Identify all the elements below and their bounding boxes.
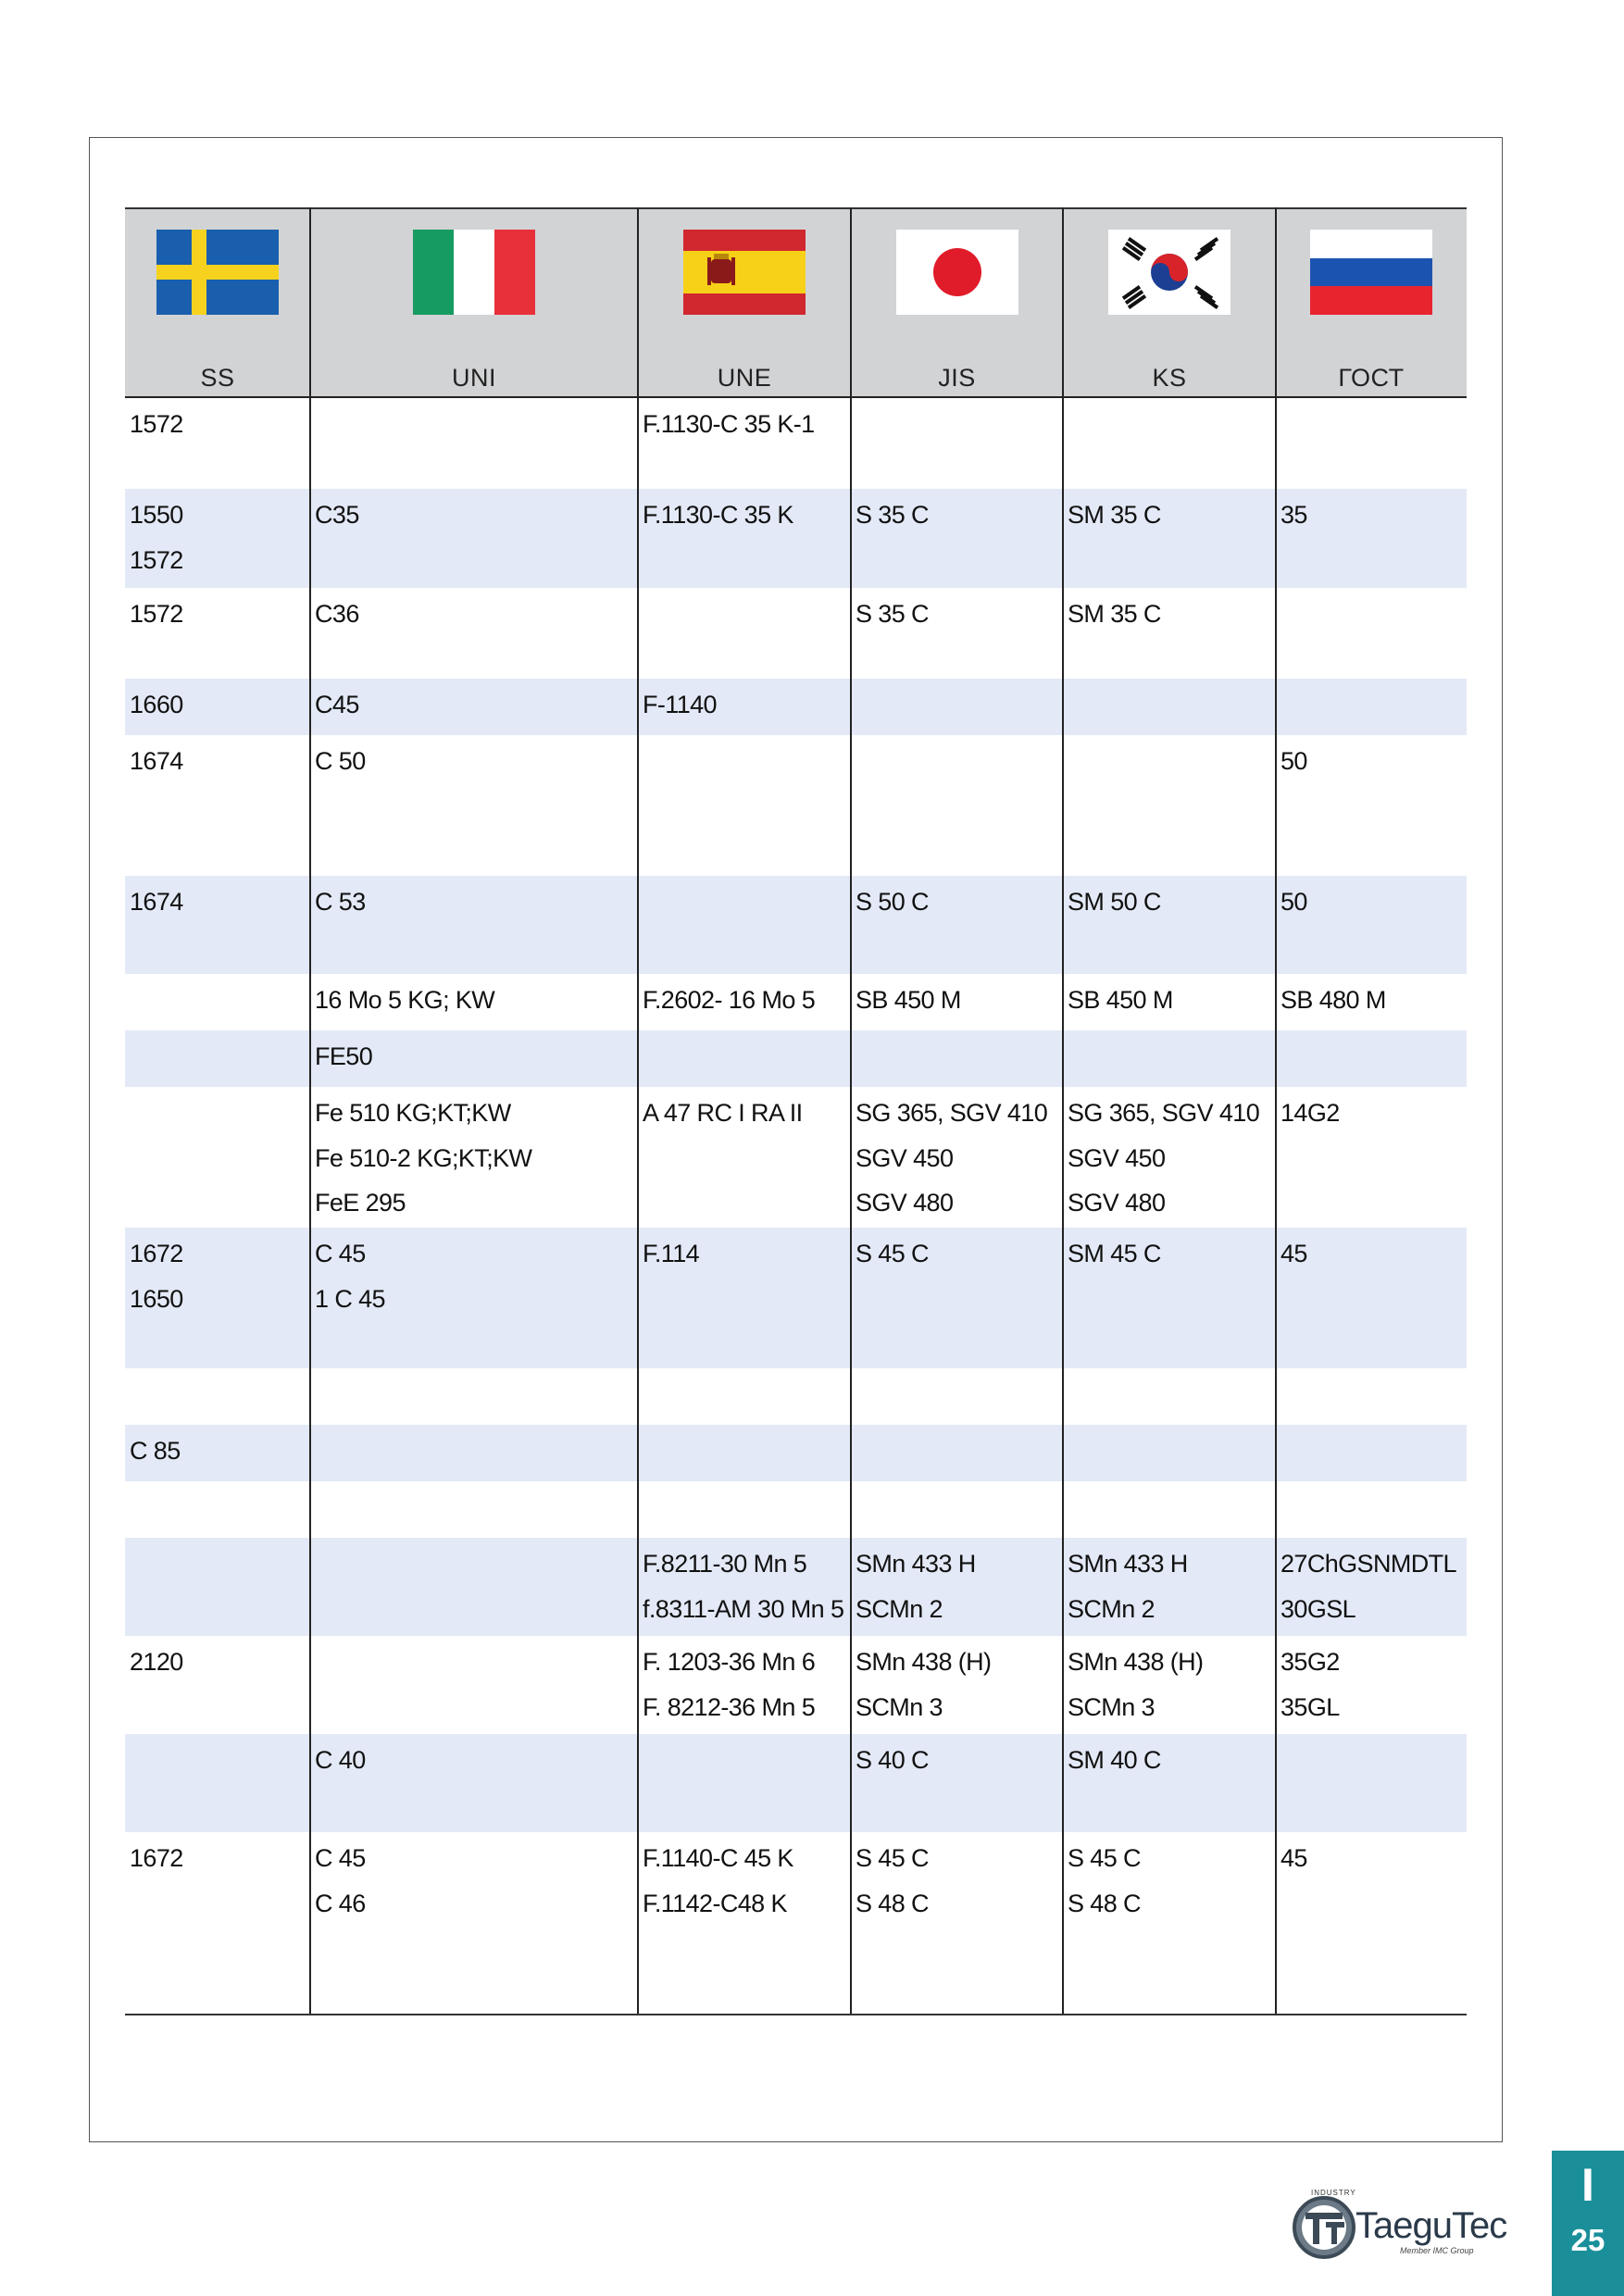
cell-jis <box>851 1636 1063 1734</box>
sweden-flag-icon <box>156 230 279 315</box>
cell-une <box>638 1228 851 1368</box>
cell-ss <box>125 1368 310 1425</box>
section-tab <box>1552 2151 1624 2296</box>
cell-line: F.1142-C48 K <box>643 1889 787 1917</box>
cell-ks <box>1063 876 1276 974</box>
cell-гост <box>1276 974 1467 1030</box>
cell-ss <box>125 1425 310 1481</box>
cell-une <box>638 1636 851 1734</box>
cell-uni <box>310 1425 638 1481</box>
cell-line: SB 480 M <box>1280 986 1386 1014</box>
cell-гост <box>1276 1734 1467 1832</box>
cell-uni <box>310 1538 638 1636</box>
cell-line: A 47 RC I RA II <box>643 1099 803 1127</box>
cell-line: S 35 C <box>856 600 929 628</box>
cell-line: 1674 <box>130 888 183 916</box>
cell-line: FeE 295 <box>315 1189 406 1217</box>
cell-гост <box>1276 1636 1467 1734</box>
cell-line: C 53 <box>315 888 366 916</box>
korea-flag-icon <box>1108 230 1230 315</box>
table-row <box>125 588 1467 679</box>
cell-line: 1572 <box>130 600 183 628</box>
cell-line: 1674 <box>130 747 183 775</box>
cell-line: SMn 438 (H) <box>1068 1648 1204 1676</box>
cell-line: 1572 <box>130 545 183 574</box>
cell-jis <box>851 1734 1063 1832</box>
standard-code: UNI <box>452 364 496 392</box>
taegutec-emblem-icon <box>1291 2194 1357 2261</box>
cell-line: C 45 <box>315 1844 366 1872</box>
cell-line: 45 <box>1280 1240 1307 1267</box>
cell-line: C 46 <box>315 1889 366 1917</box>
cell-ks <box>1063 1636 1276 1734</box>
cell-line: SMn 433 H <box>856 1550 976 1578</box>
standard-code: JIS <box>938 364 976 392</box>
japan-flag-icon <box>896 230 1018 315</box>
cell-line: SM 35 C <box>1068 600 1161 628</box>
cell-jis <box>851 1030 1063 1087</box>
cell-line: C 85 <box>130 1437 181 1465</box>
cell-uni <box>310 1636 638 1734</box>
cell-line: 35G2 <box>1280 1648 1340 1676</box>
header-ks <box>1063 209 1276 398</box>
table-row <box>125 1832 1467 2014</box>
cell-une <box>638 876 851 974</box>
cell-jis <box>851 1228 1063 1368</box>
cell-une <box>638 489 851 588</box>
cell-line: 1660 <box>130 691 183 718</box>
cell-гост <box>1276 1087 1467 1228</box>
table-row <box>125 1030 1467 1087</box>
cell-uni <box>310 1228 638 1368</box>
cell-line: f.8311-AM 30 Mn 5 <box>643 1594 844 1623</box>
cell-line: F.1130-C 35 K <box>643 501 793 529</box>
table-row <box>125 1425 1467 1481</box>
cell-line: SB 450 M <box>856 986 961 1014</box>
cell-uni <box>310 1832 638 2014</box>
cell-line: 1 C 45 <box>315 1284 385 1313</box>
cell-une <box>638 679 851 735</box>
header-une <box>638 209 851 398</box>
cell-ks <box>1063 1832 1276 2014</box>
cell-гост <box>1276 588 1467 679</box>
column-divider <box>1062 207 1064 2014</box>
cell-line: 50 <box>1280 747 1307 775</box>
cell-ss <box>125 1636 310 1734</box>
cell-line: 1550 <box>130 501 183 529</box>
cell-line: SCMn 3 <box>856 1692 943 1721</box>
cell-une <box>638 1734 851 1832</box>
cell-line: SG 365, SGV 410 <box>1068 1099 1260 1127</box>
cell-ks <box>1063 1368 1276 1425</box>
cell-jis <box>851 1425 1063 1481</box>
cell-une <box>638 398 851 489</box>
cell-line: SCMn 3 <box>1068 1692 1155 1721</box>
cell-line: SMn 433 H <box>1068 1550 1188 1578</box>
cell-ks <box>1063 1087 1276 1228</box>
cell-line: 16 Mo 5 KG; KW <box>315 986 495 1014</box>
header-ss <box>125 209 310 398</box>
cell-line: SGV 480 <box>856 1189 954 1217</box>
cell-une <box>638 1425 851 1481</box>
cell-line: SB 450 M <box>1068 986 1173 1014</box>
cell-uni <box>310 679 638 735</box>
cell-jis <box>851 1087 1063 1228</box>
cell-line: SGV 450 <box>856 1143 954 1172</box>
cell-line: S 45 C <box>856 1844 929 1872</box>
cell-jis <box>851 1368 1063 1425</box>
cell-ks <box>1063 1425 1276 1481</box>
cell-line: FE50 <box>315 1042 373 1070</box>
cell-uni <box>310 1481 638 1538</box>
cell-ss <box>125 1538 310 1636</box>
table-row <box>125 876 1467 974</box>
cell-jis <box>851 588 1063 679</box>
cell-uni <box>310 489 638 588</box>
cell-line: SM 35 C <box>1068 501 1161 529</box>
cell-line: 2120 <box>130 1648 183 1676</box>
cell-ss <box>125 1030 310 1087</box>
cell-line: SM 40 C <box>1068 1746 1161 1774</box>
cell-uni <box>310 974 638 1030</box>
cell-гост <box>1276 876 1467 974</box>
cell-line: S 40 C <box>856 1746 929 1774</box>
cell-ks <box>1063 1228 1276 1368</box>
column-divider <box>850 207 852 2014</box>
cell-ks <box>1063 1538 1276 1636</box>
cell-une <box>638 1481 851 1538</box>
cell-line: S 45 C <box>856 1240 929 1267</box>
header-гост <box>1276 209 1467 398</box>
cell-line: 35GL <box>1280 1692 1340 1721</box>
cell-uni <box>310 398 638 489</box>
cell-une <box>638 588 851 679</box>
cell-line: SGV 480 <box>1068 1189 1166 1217</box>
cell-ks <box>1063 679 1276 735</box>
column-divider <box>309 207 311 2014</box>
cell-line: F. 1203-36 Mn 6 <box>643 1648 816 1676</box>
cell-гост <box>1276 489 1467 588</box>
table-row <box>125 1538 1467 1636</box>
header-jis <box>851 209 1063 398</box>
cell-line: F.1130-C 35 K-1 <box>643 410 815 438</box>
cell-line: F.2602- 16 Mo 5 <box>643 986 816 1014</box>
table-bottom-rule <box>125 2014 1467 2015</box>
cell-jis <box>851 398 1063 489</box>
cell-line: C 45 <box>315 1240 366 1267</box>
cell-ks <box>1063 735 1276 876</box>
russia-flag-icon <box>1310 230 1432 315</box>
table-row <box>125 1228 1467 1368</box>
header-uni <box>310 209 638 398</box>
cell-ss <box>125 398 310 489</box>
cell-line: 45 <box>1280 1844 1307 1872</box>
table-row <box>125 1368 1467 1425</box>
cell-ks <box>1063 1734 1276 1832</box>
cell-line: S 50 C <box>856 888 929 916</box>
cell-line: S 48 C <box>1068 1889 1141 1917</box>
cell-line: 14G2 <box>1280 1099 1340 1127</box>
cell-line: F.114 <box>643 1240 700 1267</box>
table-row <box>125 735 1467 876</box>
standard-code: KS <box>1152 364 1187 392</box>
cell-ks <box>1063 398 1276 489</box>
cell-line: C 40 <box>315 1746 366 1774</box>
cell-ss <box>125 489 310 588</box>
cell-гост <box>1276 1030 1467 1087</box>
cell-jis <box>851 679 1063 735</box>
cell-jis <box>851 1538 1063 1636</box>
table-row <box>125 1636 1467 1734</box>
column-divider <box>1275 207 1277 2014</box>
cell-line: 1650 <box>130 1284 183 1313</box>
cell-ss <box>125 1087 310 1228</box>
cell-line: C45 <box>315 691 359 718</box>
cell-ss <box>125 876 310 974</box>
cell-ks <box>1063 489 1276 588</box>
standard-code: UNE <box>717 364 772 392</box>
cell-ss <box>125 974 310 1030</box>
cell-uni <box>310 735 638 876</box>
cell-ss <box>125 1228 310 1368</box>
cell-гост <box>1276 1481 1467 1538</box>
cell-line: F-1140 <box>643 691 717 718</box>
cell-line: C 50 <box>315 747 366 775</box>
cell-une <box>638 1832 851 2014</box>
cell-ss <box>125 679 310 735</box>
cell-line: SGV 450 <box>1068 1143 1166 1172</box>
cell-line: C35 <box>315 501 359 529</box>
cell-line: 35 <box>1280 501 1307 529</box>
table-row <box>125 1481 1467 1538</box>
cell-line: 1572 <box>130 410 183 438</box>
standard-code: SS <box>200 364 235 392</box>
cell-line: F. 8212-36 Mn 5 <box>643 1692 816 1721</box>
cell-une <box>638 1087 851 1228</box>
cell-uni <box>310 588 638 679</box>
table-row <box>125 1087 1467 1228</box>
cell-line: F.8211-30 Mn 5 <box>643 1550 807 1578</box>
cell-line: 27ChGSNMDTL <box>1280 1550 1456 1578</box>
taegutec-logo <box>1291 2190 1522 2265</box>
cell-uni <box>310 1030 638 1087</box>
cell-jis <box>851 489 1063 588</box>
cell-гост <box>1276 1228 1467 1368</box>
cell-une <box>638 735 851 876</box>
cell-ss <box>125 735 310 876</box>
cell-line: SG 365, SGV 410 <box>856 1099 1048 1127</box>
cell-line: SCMn 2 <box>856 1594 943 1623</box>
cell-гост <box>1276 398 1467 489</box>
cell-jis <box>851 974 1063 1030</box>
logo-superscript: INDUSTRY <box>1311 2189 1356 2197</box>
cell-гост <box>1276 1832 1467 2014</box>
column-divider <box>637 207 639 2014</box>
cell-line: SM 50 C <box>1068 888 1161 916</box>
section-letter: I <box>1581 2159 1594 2211</box>
cell-line: SM 45 C <box>1068 1240 1161 1267</box>
cell-ss <box>125 1832 310 2014</box>
cell-ss <box>125 1734 310 1832</box>
table-row <box>125 1734 1467 1832</box>
cell-line: Fe 510-2 KG;KT;KW <box>315 1143 532 1172</box>
cell-гост <box>1276 1425 1467 1481</box>
cell-line: F.1140-C 45 K <box>643 1844 793 1872</box>
cell-ks <box>1063 1030 1276 1087</box>
cell-гост <box>1276 679 1467 735</box>
brand-name: TaeguTec <box>1355 2205 1507 2246</box>
cell-ss <box>125 1481 310 1538</box>
cell-line: Fe 510 KG;KT;KW <box>315 1099 511 1127</box>
cell-ks <box>1063 974 1276 1030</box>
cell-jis <box>851 876 1063 974</box>
cell-line: 1672 <box>130 1240 183 1267</box>
cell-ks <box>1063 588 1276 679</box>
cell-line: C36 <box>315 600 359 628</box>
cell-line: S 48 C <box>856 1889 929 1917</box>
cell-line: SCMn 2 <box>1068 1594 1155 1623</box>
material-comparison-table <box>125 207 1467 2014</box>
cell-uni <box>310 1368 638 1425</box>
table-row <box>125 489 1467 588</box>
cell-uni <box>310 1087 638 1228</box>
cell-une <box>638 1030 851 1087</box>
cell-jis <box>851 1832 1063 2014</box>
cell-jis <box>851 735 1063 876</box>
cell-ks <box>1063 1481 1276 1538</box>
cell-line: S 35 C <box>856 501 929 529</box>
table-body <box>125 398 1467 2014</box>
page-number: 25 <box>1570 2223 1605 2257</box>
spain-flag-icon <box>683 230 806 315</box>
cell-line: 1672 <box>130 1844 183 1872</box>
cell-line: 50 <box>1280 888 1307 916</box>
table-header <box>125 207 1467 398</box>
italy-flag-icon <box>413 230 535 315</box>
cell-гост <box>1276 1538 1467 1636</box>
cell-line: SMn 438 (H) <box>856 1648 992 1676</box>
cell-line: 30GSL <box>1280 1594 1356 1623</box>
cell-uni <box>310 1734 638 1832</box>
cell-line: S 45 C <box>1068 1844 1141 1872</box>
standard-code: ГОСТ <box>1338 364 1405 392</box>
cell-ss <box>125 588 310 679</box>
cell-jis <box>851 1481 1063 1538</box>
member-text: Member IMC Group <box>1400 2246 1474 2255</box>
table-row <box>125 974 1467 1030</box>
cell-гост <box>1276 735 1467 876</box>
cell-гост <box>1276 1368 1467 1425</box>
cell-uni <box>310 876 638 974</box>
cell-une <box>638 974 851 1030</box>
table-row <box>125 679 1467 735</box>
cell-une <box>638 1368 851 1425</box>
cell-une <box>638 1538 851 1636</box>
table-row <box>125 398 1467 489</box>
